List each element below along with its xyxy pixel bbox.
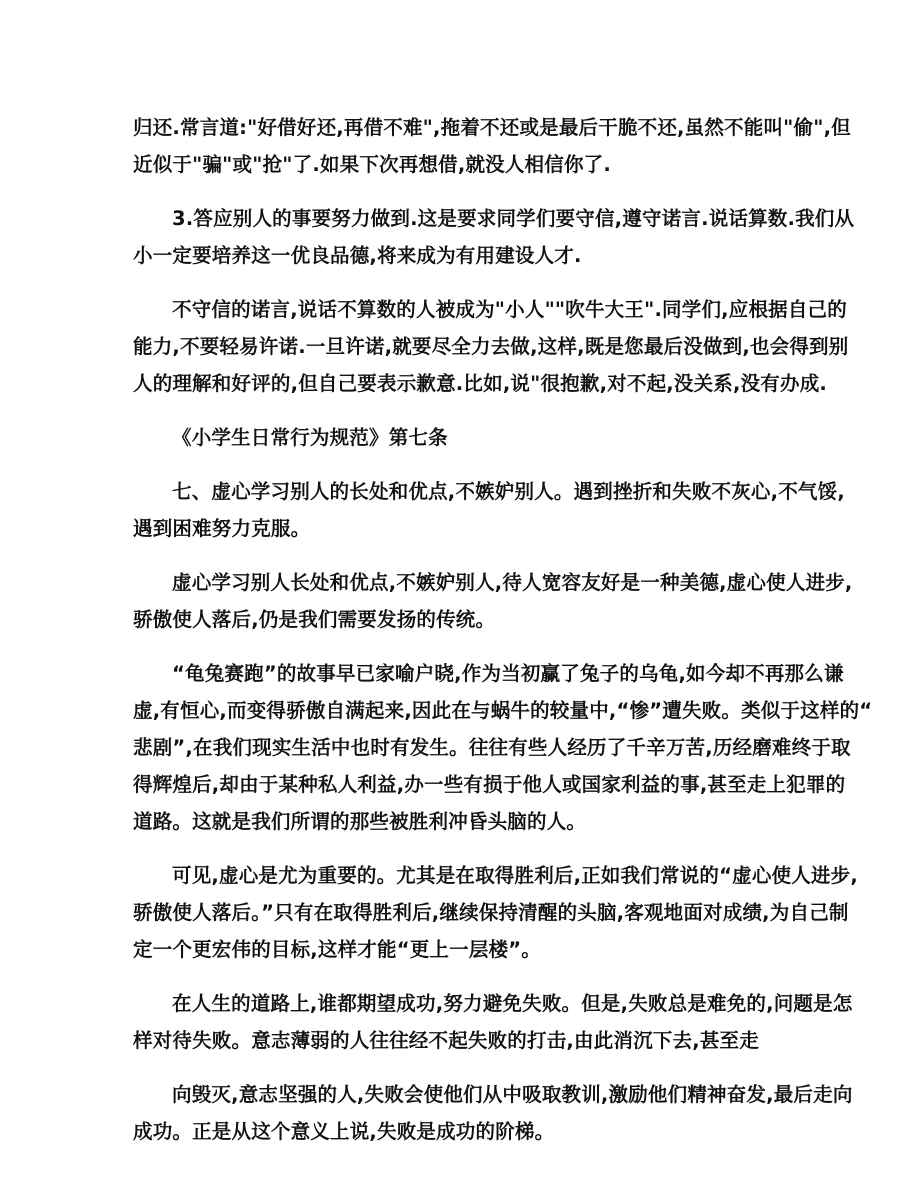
text-line: 骄傲使人落后,仍是我们需要发扬的传统。 [133,608,496,631]
section-title: 《小学生日常行为规范》第七条 [172,426,448,449]
text-line: 能力,不要轻易许诺.一旦许诺,就要尽全力去做,这样,既是您最后没做到,也会得到别 [133,335,849,358]
text-line: 人的理解和好评的,但自己要表示歉意.比如,说"很抱歉,对不起,没关系,没有办成. [133,372,828,395]
text-line: 虚心学习别人长处和优点,不嫉妒别人,待人宽容友好是一种美德,虚心使人进步, [172,571,853,594]
text-line: 3.答应别人的事要努力做到.这是要求同学们要守信,遵守诺言.说话算数.我们从 [172,207,855,230]
text-line: 七、虚心学习别人的长处和优点,不嫉妒别人。遇到挫折和失败不灰心,不气馁, [172,480,845,503]
text-line: 样对待失败。意志薄弱的人往往经不起失败的打击,由此消沉下去,甚至走 [133,1029,759,1052]
text-line: 不守信的诺言,说话不算数的人被成为"小人""吹牛大王".同学们,应根据自己的 [172,298,847,321]
text-line: 小一定要培养这一优良品德,将来成为有用建设人才. [133,244,582,267]
text-line: 定一个更宏伟的目标,这样才能“更上一层楼”。 [133,938,541,961]
text-line: 归还.常言道:"好借好还,再借不难",拖着不还或是最后干脆不还,虽然不能叫"偷",但 [133,116,851,139]
text-line: 近似于"骗"或"抢"了.如果下次再想借,就没人相信你了. [133,153,611,176]
text-line: 遇到困难努力克服。 [133,517,311,540]
text-line: 悲剧”,在我们现实生活中也时有发生。往往有些人经历了千辛万苦,历经磨难终于取 [133,736,851,759]
text-line: 骄傲使人落后。”只有在取得胜利后,继续保持清醒的头脑,客观地面对成绩,为自己制 [133,901,849,924]
text-line: 得辉煌后,却由于某种私人利益,办一些有损于他人或国家利益的事,甚至走上犯罪的 [133,773,846,796]
text-line: 成功。正是从这个意义上说,失败是成功的阶梯。 [133,1120,555,1143]
text-line: 虚,有恒心,而变得骄傲自满起来,因此在与蜗牛的较量中,“惨”遭失败。类似于这样的“ [133,699,873,722]
text-line: 在人生的道路上,谁都期望成功,努力避免失败。但是,失败总是难免的,问题是怎 [172,992,853,1015]
text-line: 可见,虚心是尤为重要的。尤其是在取得胜利后,正如我们常说的“虚心使人进步, [172,864,858,887]
text-line: 向毁灭,意志坚强的人,失败会使他们从中吸取教训,激励他们精神奋发,最后走向 [172,1083,853,1106]
text-line: 道路。这就是我们所谓的那些被胜利冲昏头脑的人。 [133,810,587,833]
text-line: “龟兔赛跑”的故事早已家喻户晓,作为当初赢了兔子的乌龟,如今却不再那么谦 [172,662,844,685]
